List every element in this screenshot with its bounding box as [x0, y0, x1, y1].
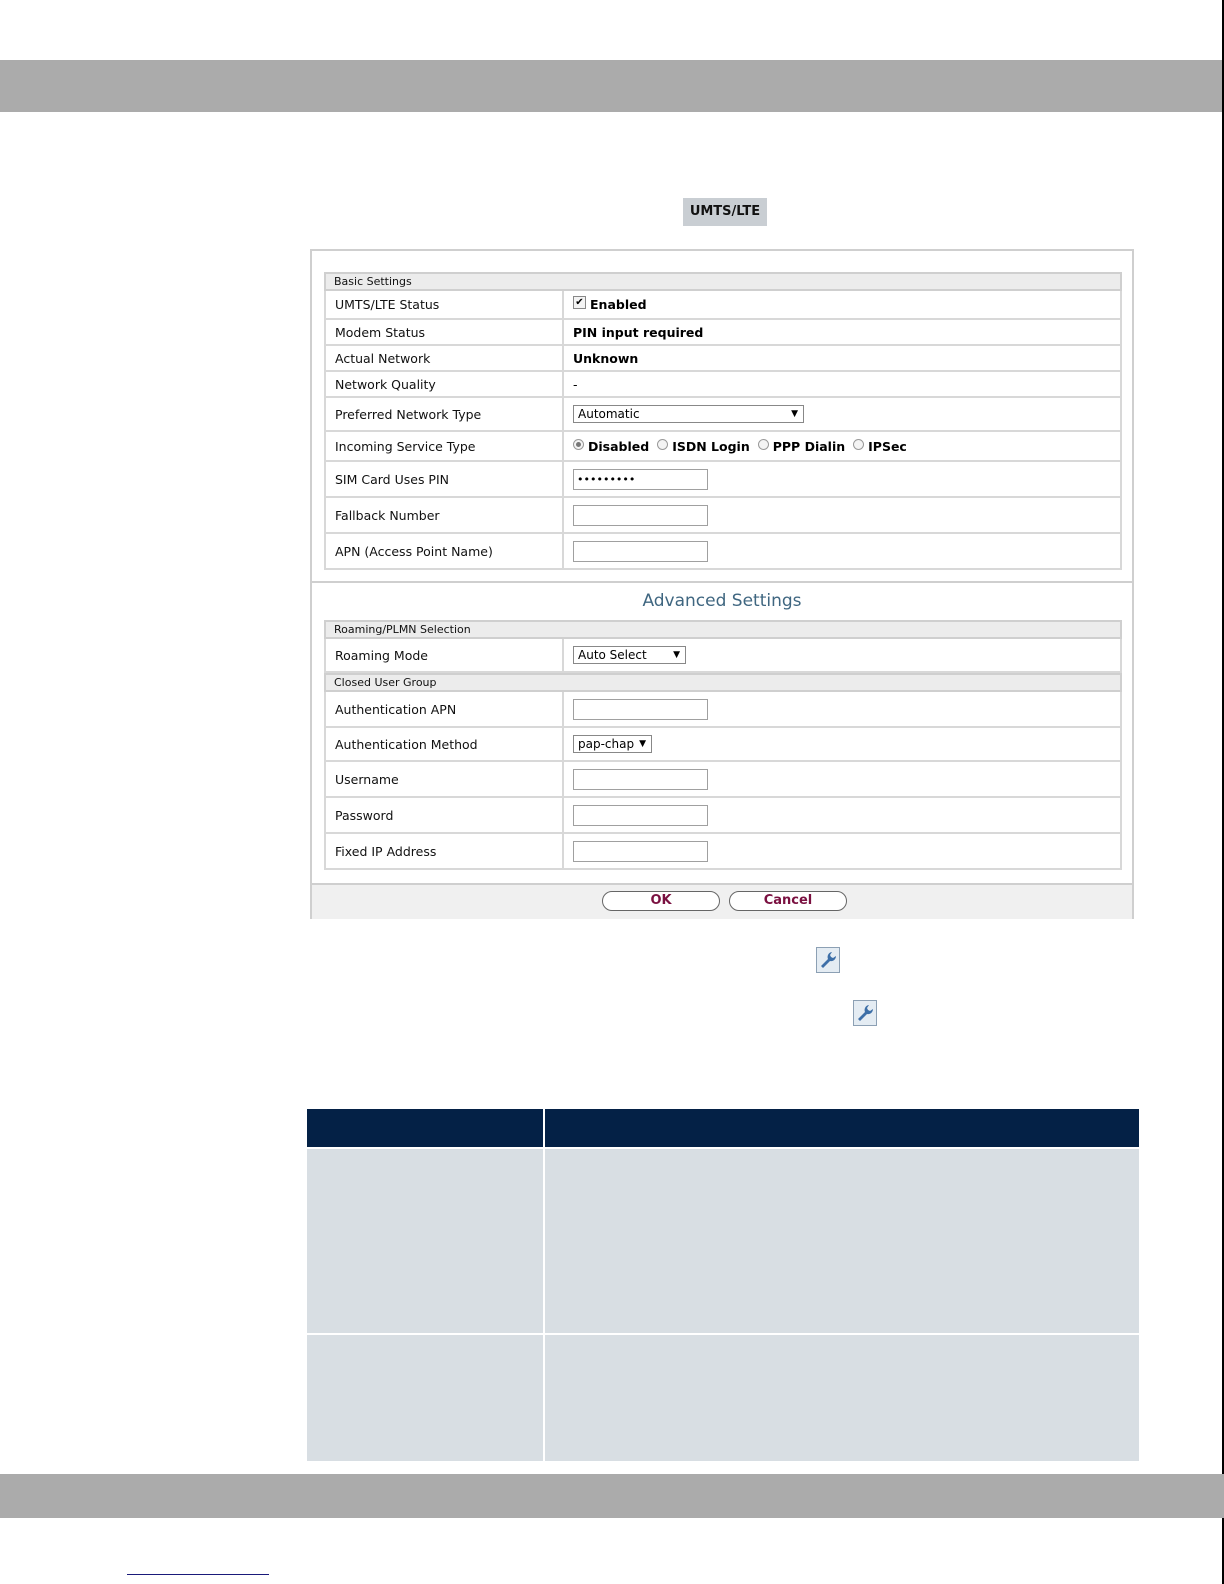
cancel-button[interactable]: Cancel [729, 891, 847, 911]
radio-disabled[interactable] [573, 439, 584, 450]
sim-pin-label: SIM Card Uses PIN [326, 462, 564, 496]
incoming-service-label: Incoming Service Type [326, 432, 564, 460]
modem-status-value: PIN input required [573, 324, 704, 340]
apn-input[interactable] [573, 541, 708, 562]
row-apn [324, 534, 1122, 570]
password-input[interactable] [573, 805, 708, 826]
enabled-checkbox[interactable]: ✔ [573, 296, 586, 309]
chevron-down-icon: ▼ [673, 650, 680, 660]
fallback-number-label: Fallback Number [326, 498, 564, 532]
preferred-network-value: Automatic [578, 407, 640, 421]
preferred-network-select[interactable] [573, 405, 804, 423]
chevron-down-icon: ▼ [791, 409, 798, 419]
button-bar [312, 883, 1132, 919]
table-row [307, 1333, 1139, 1461]
row-preferred-network [324, 398, 1122, 432]
radio-ipsec-label: IPSec [868, 438, 907, 454]
wrench-icon[interactable] [853, 1000, 877, 1026]
apn-label: APN (Access Point Name) [326, 534, 564, 568]
radio-isdn-login-label: ISDN Login [672, 438, 750, 454]
tab-umts-lte[interactable]: UMTS/LTE [683, 198, 767, 226]
radio-ipsec[interactable] [853, 439, 864, 450]
section-divider [312, 581, 1132, 583]
row-fallback-number [324, 498, 1122, 534]
row-sim-pin [324, 462, 1122, 498]
network-quality-label: Network Quality [326, 372, 564, 396]
table-header [307, 1109, 1139, 1147]
description-table [307, 1109, 1139, 1461]
enabled-label: Enabled [590, 297, 647, 312]
auth-method-value: pap-chap [578, 737, 635, 751]
auth-method-label: Authentication Method [326, 728, 564, 760]
row-auth-method [324, 728, 1122, 762]
chevron-down-icon: ▼ [639, 739, 646, 749]
footer-band [0, 1474, 1224, 1518]
row-actual-network [324, 346, 1122, 372]
settings-panel [310, 249, 1134, 919]
roaming-heading: Roaming/PLMN Selection [324, 620, 1122, 639]
cug-heading: Closed User Group [324, 673, 1122, 692]
wrench-icon-svg [817, 948, 839, 972]
row-username [324, 762, 1122, 798]
auth-apn-input[interactable] [573, 699, 708, 720]
actual-network-label: Actual Network [326, 346, 564, 370]
roaming-mode-label: Roaming Mode [326, 639, 564, 671]
fixed-ip-label: Fixed IP Address [326, 834, 564, 868]
network-quality-value: - [573, 376, 578, 392]
username-input[interactable] [573, 769, 708, 790]
row-password [324, 798, 1122, 834]
preferred-network-label: Preferred Network Type [326, 398, 564, 430]
header-band [0, 60, 1224, 112]
footer-link-underline [127, 1574, 269, 1575]
row-incoming-service [324, 432, 1122, 462]
password-label: Password [326, 798, 564, 832]
roaming-mode-select[interactable] [573, 646, 686, 664]
radio-isdn-login[interactable] [657, 439, 668, 450]
auth-apn-label: Authentication APN [326, 692, 564, 726]
wrench-icon[interactable] [816, 947, 840, 973]
table-row [307, 1147, 1139, 1333]
basic-settings-heading: Basic Settings [324, 272, 1122, 291]
row-auth-apn [324, 692, 1122, 728]
advanced-settings-title: Advanced Settings [642, 591, 802, 611]
radio-ppp-dialin[interactable] [758, 439, 769, 450]
auth-method-select[interactable] [573, 735, 652, 753]
row-network-quality [324, 372, 1122, 398]
radio-ppp-dialin-label: PPP Dialin [772, 438, 846, 454]
sim-pin-input[interactable]: ••••••••• [573, 469, 708, 490]
row-roaming-mode [324, 639, 1122, 673]
modem-status-label: Modem Status [326, 320, 564, 344]
fallback-number-input[interactable] [573, 505, 708, 526]
actual-network-value: Unknown [573, 350, 639, 366]
roaming-mode-value: Auto Select [578, 648, 647, 662]
username-label: Username [326, 762, 564, 796]
wrench-icon-svg [854, 1001, 876, 1025]
row-modem-status [324, 320, 1122, 346]
row-umts-status [324, 291, 1122, 320]
radio-disabled-label: Disabled [588, 438, 650, 454]
ok-button[interactable]: OK [602, 891, 720, 911]
umts-status-label: UMTS/LTE Status [326, 291, 564, 318]
row-fixed-ip [324, 834, 1122, 870]
fixed-ip-input[interactable] [573, 841, 708, 862]
